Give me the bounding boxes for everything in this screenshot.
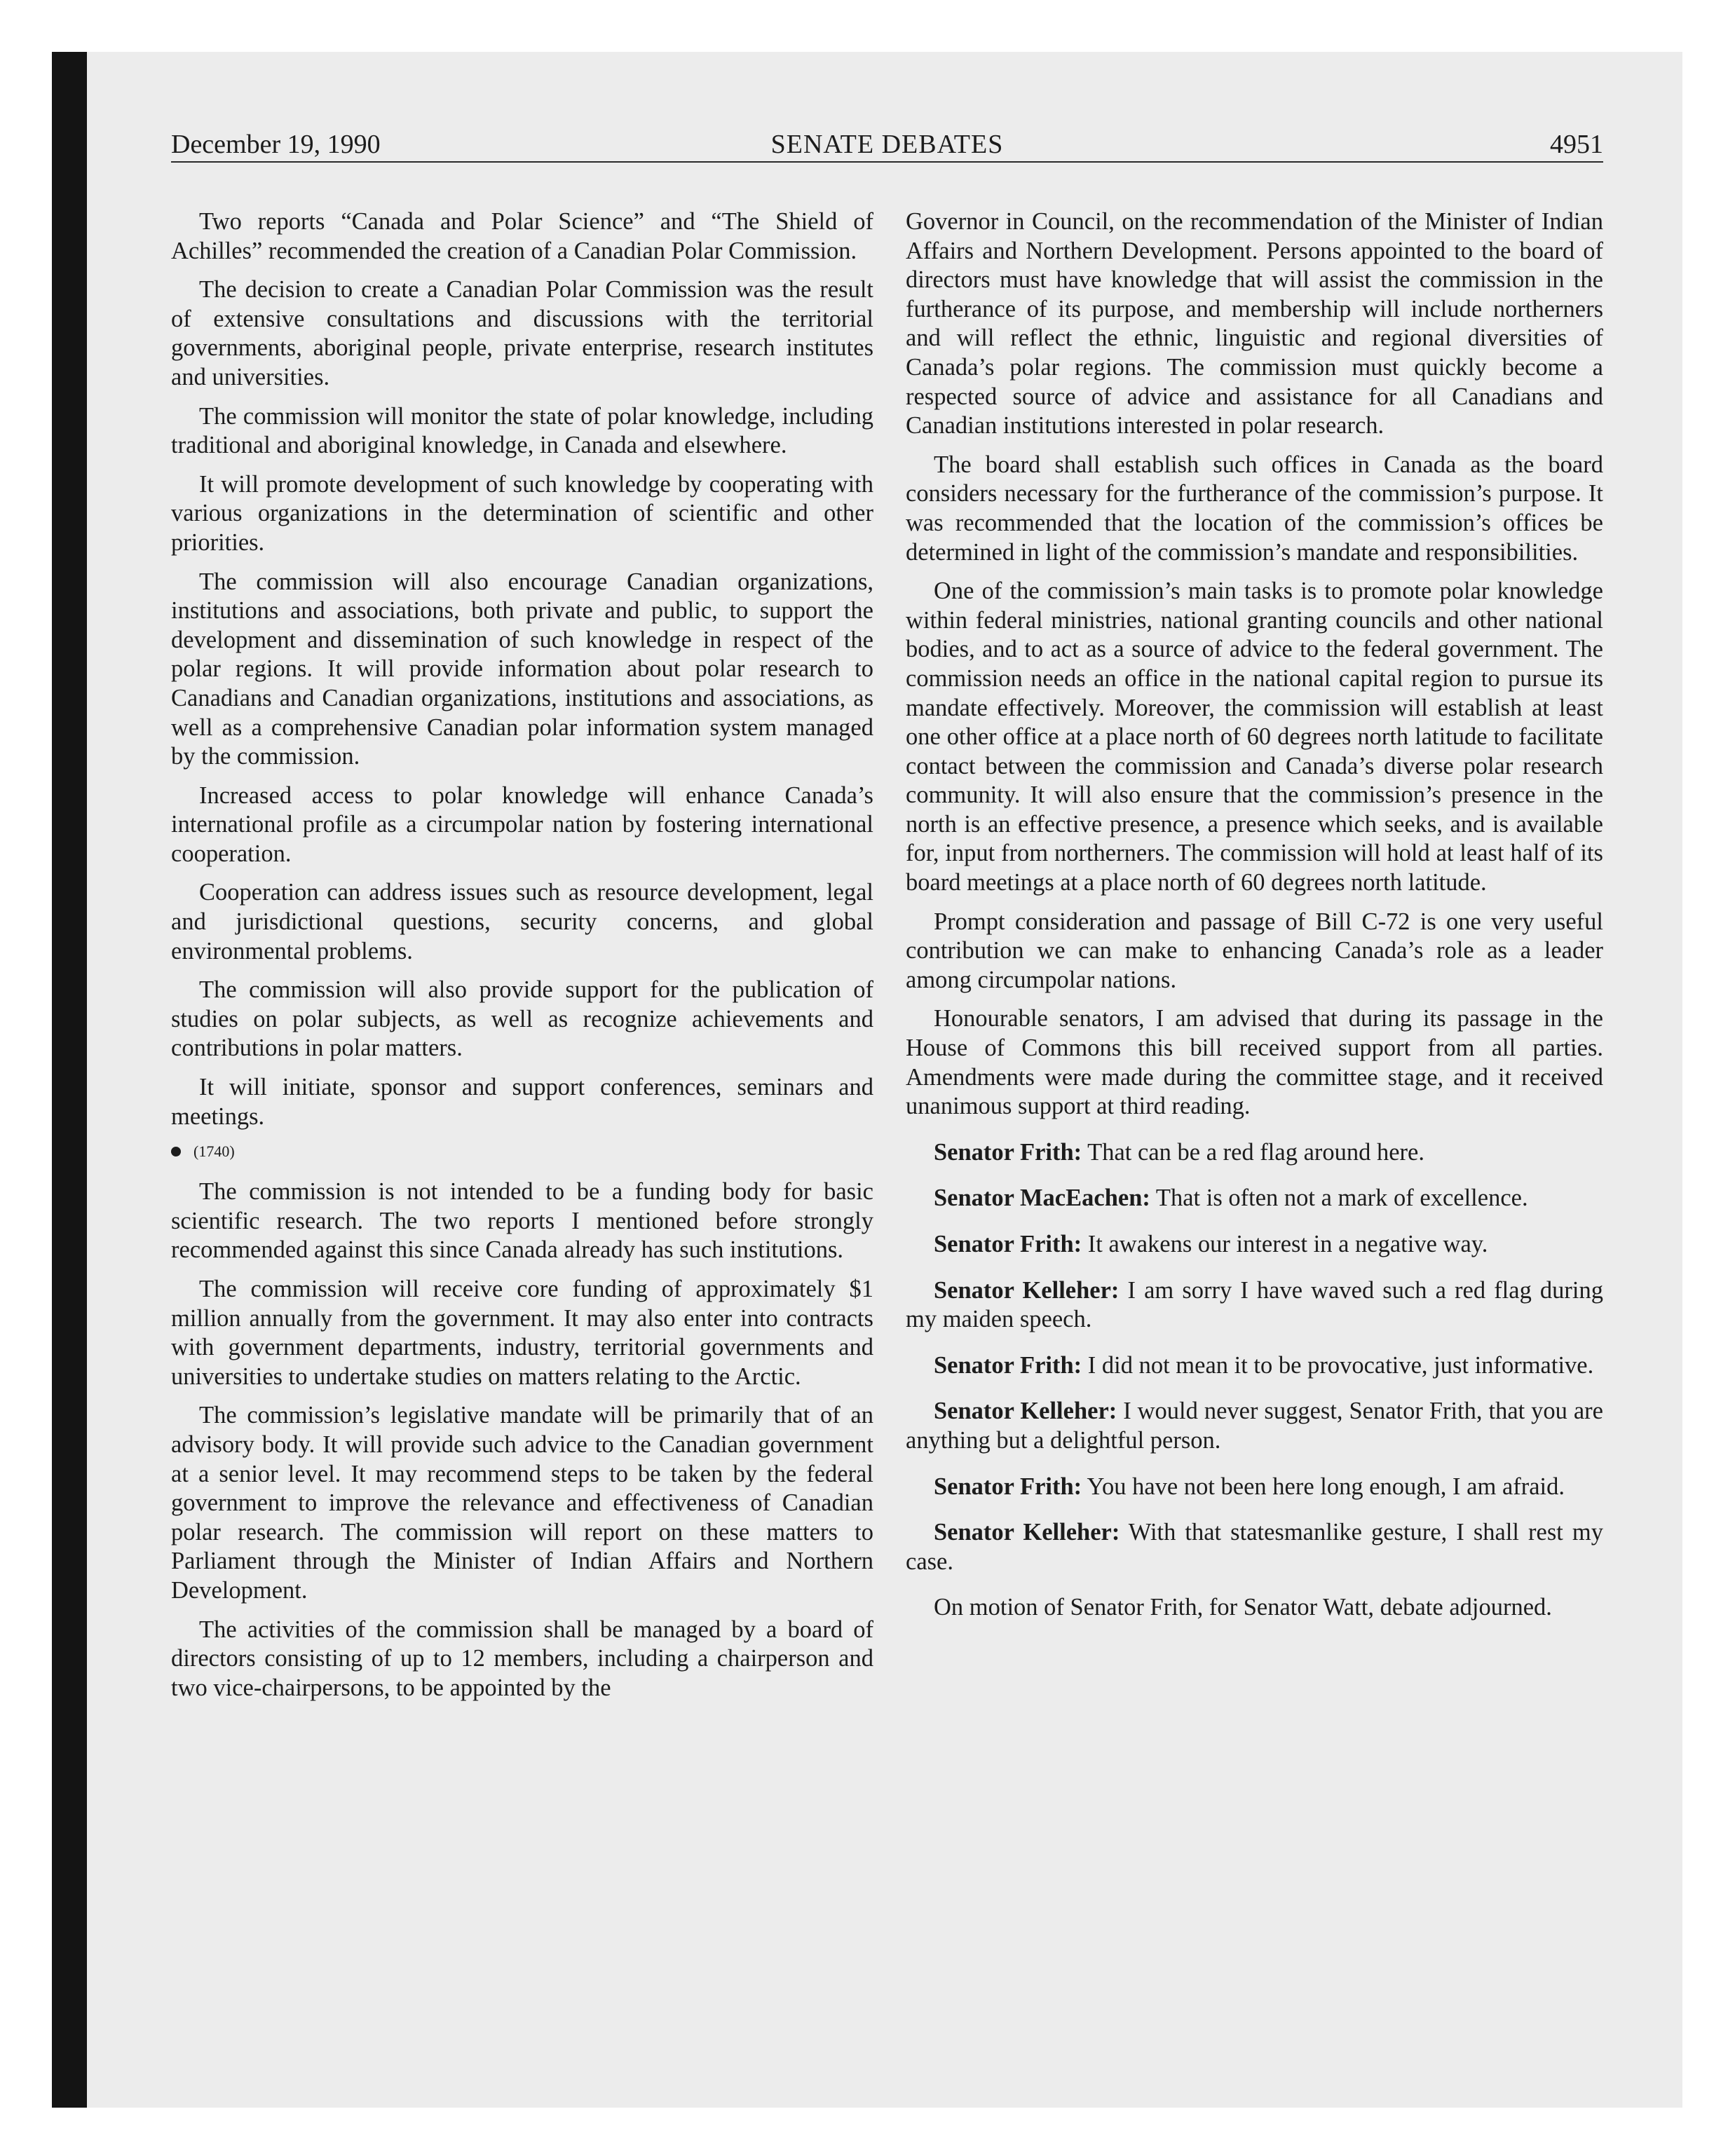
paragraph: Two reports “Canada and Polar Science” and “The Shield of Achilles” recommended the creation of a Canadian Polar Commission. [171, 208, 873, 264]
paragraph-continued: Governor in Council, on the recommendation of the Minister of Indian Affairs and Northern Development. Persons appointed to the board of directors must have knowledge that will assist the commission in the furtherance of its purpose, and membership will include northerners and will reflect the ethnic, linguistic and regional diversities of Canada’s polar regions. The commission must quickly become a respected source of advice and assistance for all Canadians and Canadian institutions interested in polar research. [906, 208, 1603, 439]
speaker-name: Senator Frith: [934, 1138, 1082, 1166]
speaker-name: Senator MacEachen: [934, 1185, 1150, 1212]
speaker-name: Senator Frith: [934, 1231, 1082, 1257]
speech [906, 1351, 1603, 1381]
speech [906, 1397, 1603, 1455]
speech-text: That can be a red flag around here. [1087, 1138, 1424, 1166]
running-header [171, 130, 1603, 163]
closing-motion: On motion of Senator Frith, for Senator Watt, debate adjourned. [934, 1594, 1552, 1621]
scan-binding-edge [52, 52, 87, 2108]
speech-text: It awakens our interest in a negative way. [1087, 1231, 1488, 1257]
speech-text: I did not mean it to be provocative, just informative. [1087, 1351, 1594, 1379]
paragraph: Prompt consideration and passage of Bill C-72 is one very useful contribution we can make to enhancing Canada’s role as a leader among circumpolar nations. [906, 908, 1603, 993]
paragraph: The commission’s legislative mandate will be primarily that of an advisory body. It will provide such advice to the Canadian government at a senior level. It may recommend steps to be taken by the federal government to improve the relevance and effectiveness of Canadian polar research. The commission will report on these matters to Parliament through the Minister of Indian Affairs and Northern Development. [171, 1402, 873, 1604]
speech [906, 1473, 1603, 1502]
time-marker-label: (1740) [193, 1142, 235, 1161]
speech-text: With that statesmanlike gesture, I shall rest my case. [906, 1519, 1603, 1575]
bullet-icon [171, 1147, 181, 1157]
header-date: December 19, 1990 [171, 130, 381, 159]
speech-text: That is often not a mark of excellence. [1155, 1185, 1528, 1212]
speech [906, 1518, 1603, 1576]
paragraph: The commission will also encourage Canadian organizations, institutions and associations, both private and public, to support the development and dissemination of such knowledge in respect of the polar regions. It will provide information about polar research to Canadians and Canadian organizations, institutions and associations, as well as a comprehensive Canadian polar information system managed by the commission. [171, 568, 873, 770]
speaker-name: Senator Frith: [934, 1473, 1082, 1500]
paragraph: Increased access to polar knowledge will enhance Canada’s international profile as a circumpolar nation by fostering international cooperation. [171, 782, 873, 867]
paragraph: Honourable senators, I am advised that during its passage in the House of Commons this bill received support from all parties. Amendments were made during the committee stage, and it received unanimous support at third reading. [906, 1005, 1603, 1120]
paragraph: The commission is not intended to be a funding body for basic scientific research. The two reports I mentioned before strongly recommended against this since Canada already has such institutions. [171, 1178, 873, 1264]
speech-text: I would never suggest, Senator Frith, that you are anything but a delightful person. [906, 1398, 1603, 1454]
speech-text: I am sorry I have waved such a red flag during my maiden speech. [906, 1276, 1604, 1333]
speaker-name: Senator Kelleher: [934, 1519, 1120, 1546]
paragraph: Cooperation can address issues such as resource development, legal and jurisdictional questions, security concerns, and global environmental problems. [171, 879, 873, 964]
speaker-name: Senator Kelleher: [934, 1398, 1117, 1425]
paragraph: The commission will monitor the state of polar knowledge, including traditional and aboriginal knowledge, in Canada and elsewhere. [171, 402, 873, 459]
paragraph: One of the commission’s main tasks is to promote polar knowledge within federal ministries, national granting councils and other national bodies, and to act as a source of advice to the federal government. The commission needs an office in the national capital region to pursue its mandate effectively. Moreover, the commission will establish at least one other office at a place north of 60 degrees north latitude to facilitate contact between the commission and Canada’s diverse polar research community. It will also ensure that the commission’s presence in the north is an effective presence, a presence which seeks, and is available for, input from northerners. The commission will hold at least half of its board meetings at a place north of 60 degrees north latitude. [906, 578, 1603, 896]
speaker-name: Senator Frith: [934, 1351, 1082, 1379]
right-column [906, 207, 1603, 1632]
paragraph: The commission will also provide support for the publication of studies on polar subjects, as well as recognize achievements and contributions in polar matters. [171, 976, 873, 1062]
page-number: 4951 [1550, 130, 1603, 159]
paragraph: The commission will receive core funding of approximately $1 million annually from the government. It may also enter into contracts with government departments, industry, territorial governments and universities to undertake studies on matters relating to the Arctic. [171, 1276, 873, 1390]
paragraph: The board shall establish such offices in Canada as the board considers necessary for the furtherance of the commission’s purpose. It was recommended that the location of the commission’s offices be determined in light of the commission’s mandate and responsibilities. [906, 451, 1603, 566]
time-marker [171, 1141, 873, 1162]
speech-text: You have not been here long enough, I am afraid. [1087, 1473, 1565, 1500]
paragraph: It will initiate, sponsor and support conferences, seminars and meetings. [171, 1074, 873, 1130]
header-title: SENATE DEBATES [770, 130, 1004, 159]
speech [906, 1276, 1603, 1335]
speech [906, 1184, 1603, 1213]
paragraph: The decision to create a Canadian Polar Commission was the result of extensive consultations and discussions with the territorial governments, aboriginal people, private enterprise, research institutes and universities. [171, 276, 873, 390]
paragraph: The activities of the commission shall be managed by a board of directors consisting of up to 12 members, including a chairperson and two vice-chairpersons, to be appointed by the [171, 1616, 873, 1701]
speech [906, 1230, 1603, 1260]
left-column [171, 207, 873, 1712]
speaker-name: Senator Kelleher: [934, 1276, 1120, 1304]
speech [906, 1138, 1603, 1168]
paragraph: It will promote development of such knowledge by cooperating with various organizations in the determination of scientific and other priorities. [171, 470, 873, 556]
